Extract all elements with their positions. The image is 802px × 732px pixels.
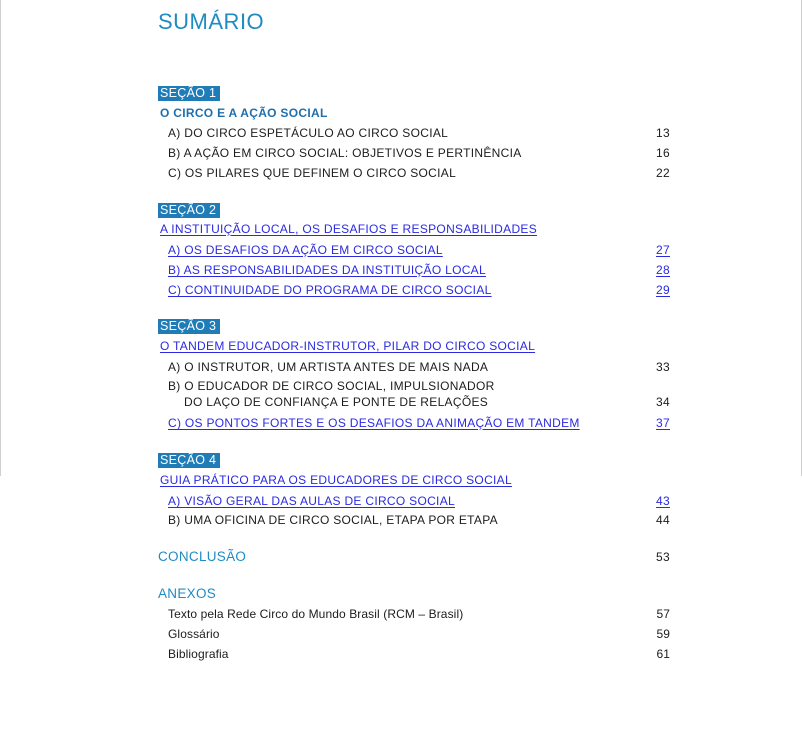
section-heading: O CIRCO E A AÇÃO SOCIAL xyxy=(160,106,328,120)
toc-entry-page[interactable]: 28 xyxy=(656,263,670,277)
toc-entry-label[interactable]: A) OS DESAFIOS DA AÇÃO EM CIRCO SOCIAL xyxy=(168,243,443,257)
section-badge: SEÇÃO 3 xyxy=(158,319,220,334)
toc-entry-label: B) A AÇÃO EM CIRCO SOCIAL: OBJETIVOS E PERTINÊNCIA xyxy=(168,146,522,160)
section-heading-link[interactable]: A INSTITUIÇÃO LOCAL, OS DESAFIOS E RESPONSABILIDADES xyxy=(160,222,538,236)
toc-entry-label[interactable]: A) VISÃO GERAL DAS AULAS DE CIRCO SOCIAL xyxy=(168,494,455,508)
toc-entry-page[interactable]: 43 xyxy=(656,494,670,508)
toc-entry-link[interactable] xyxy=(168,242,670,258)
toc-entry xyxy=(168,125,670,141)
toc-entry-link[interactable] xyxy=(168,282,670,298)
toc-entry-page: 33 xyxy=(656,360,670,374)
toc-entry-page[interactable]: 27 xyxy=(656,243,670,257)
section-badge: SEÇÃO 1 xyxy=(158,86,220,101)
toc-entry-page: 59 xyxy=(656,627,670,641)
toc-entry xyxy=(168,359,670,375)
toc-entry-label: A) O INSTRUTOR, UM ARTISTA ANTES DE MAIS NADA xyxy=(168,360,489,374)
toc-entry-page: 44 xyxy=(656,513,670,527)
section-badge: SEÇÃO 2 xyxy=(158,203,220,218)
toc-entry-label: A) DO CIRCO ESPETÁCULO AO CIRCO SOCIAL xyxy=(168,126,449,140)
toc-entry-page[interactable]: 37 xyxy=(656,416,670,430)
toc-entry xyxy=(168,512,670,528)
toc-entry-page: 61 xyxy=(656,647,670,661)
toc-entry-page: 22 xyxy=(656,166,670,180)
toc-entry-link[interactable] xyxy=(168,262,670,278)
toc-entry xyxy=(168,606,670,622)
toc-entry-page: 34 xyxy=(656,395,670,409)
toc-entry xyxy=(168,165,670,181)
toc-entry-link[interactable] xyxy=(168,415,670,431)
toc-entry-link[interactable] xyxy=(168,493,670,509)
toc-entry-page: 16 xyxy=(656,146,670,160)
toc-entry-label: B) UMA OFICINA DE CIRCO SOCIAL, ETAPA POR ETAPA xyxy=(168,513,498,527)
toc-entry-page[interactable]: 29 xyxy=(656,283,670,297)
annexes-heading: ANEXOS xyxy=(158,586,217,601)
toc-entry-page: 53 xyxy=(656,550,670,564)
section-heading-link[interactable]: O TANDEM EDUCADOR-INSTRUTOR, PILAR DO CIRCO SOCIAL xyxy=(160,339,536,353)
toc-entry-label: C) OS PILARES QUE DEFINEM O CIRCO SOCIAL xyxy=(168,166,457,180)
section-badge: SEÇÃO 4 xyxy=(158,453,220,468)
toc-entry-label: Texto pela Rede Circo do Mundo Brasil (RCM – Brasil) xyxy=(168,607,464,621)
toc-entry-label[interactable]: C) CONTINUIDADE DO PROGRAMA DE CIRCO SOCIAL xyxy=(168,283,492,297)
page-edge-left xyxy=(0,0,1,476)
toc-entry-label[interactable]: B) AS RESPONSABILIDADES DA INSTITUIÇÃO LOCAL xyxy=(168,263,486,277)
page-title: SUMÁRIO xyxy=(158,9,265,34)
toc-entry xyxy=(168,378,670,410)
conclusion-heading: CONCLUSÃO xyxy=(158,549,247,564)
toc-entry-label: B) O EDUCADOR DE CIRCO SOCIAL, IMPULSIONADOR xyxy=(168,379,495,393)
toc-entry xyxy=(168,549,670,565)
toc-entry-label[interactable]: C) OS PONTOS FORTES E OS DESAFIOS DA ANIMAÇÃO EM TANDEM xyxy=(168,416,580,430)
toc-entry xyxy=(168,145,670,161)
toc-entry xyxy=(168,626,670,642)
section-heading-link[interactable]: GUIA PRÁTICO PARA OS EDUCADORES DE CIRCO SOCIAL xyxy=(160,473,512,487)
toc-entry-label: Glossário xyxy=(168,627,220,641)
toc-entry-page: 13 xyxy=(656,126,670,140)
toc-entry-label: Bibliografia xyxy=(168,647,229,661)
toc-entry xyxy=(168,646,670,662)
toc-entry-page: 57 xyxy=(656,607,670,621)
toc-entry-label-line2: DO LAÇO DE CONFIANÇA E PONTE DE RELAÇÕES xyxy=(184,395,489,409)
